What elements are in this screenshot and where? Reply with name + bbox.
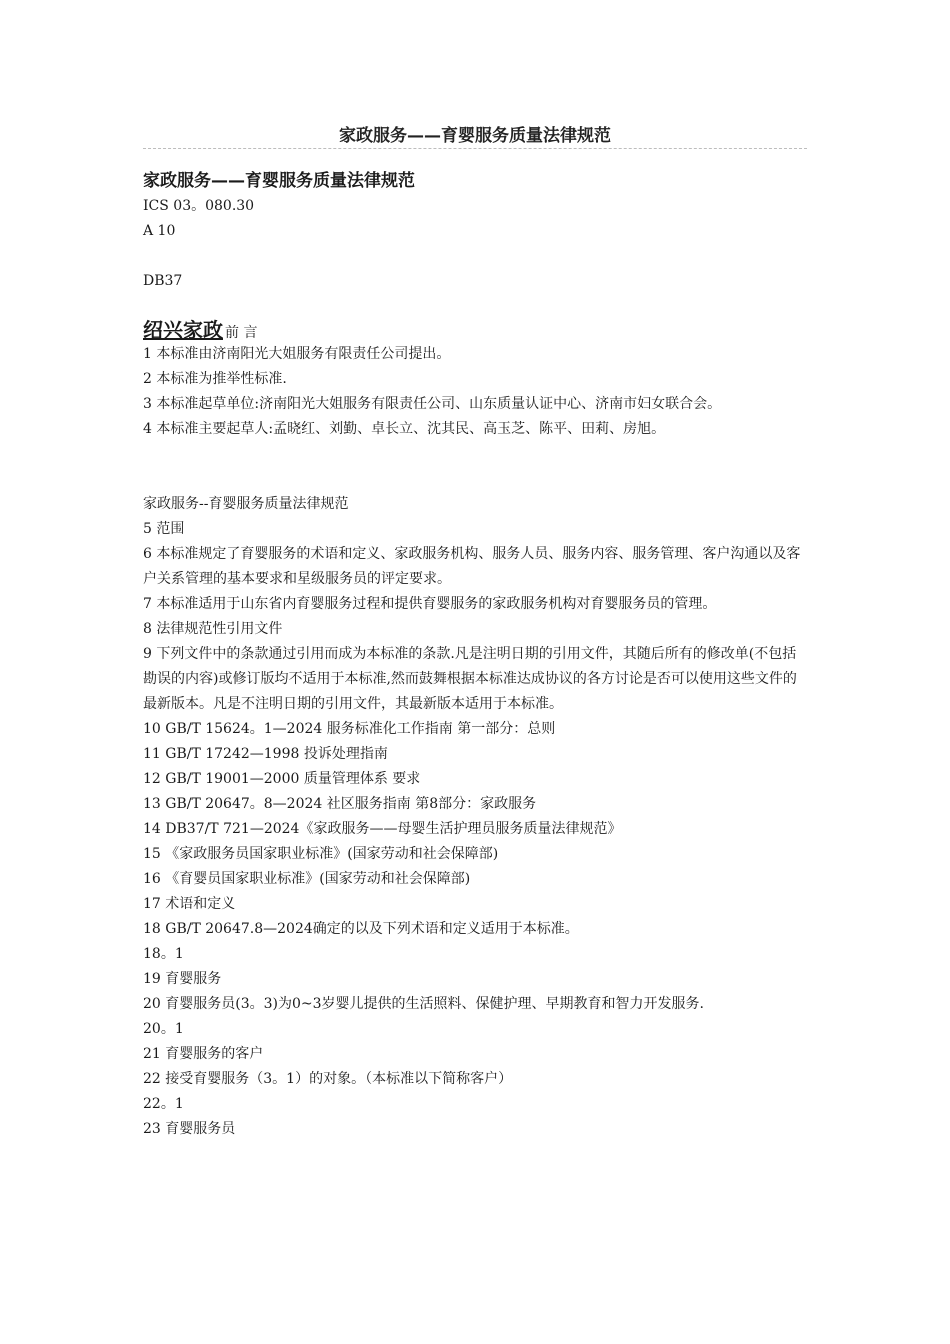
classification-code: ICS 03。080.30 [143, 198, 255, 214]
preface-heading [143, 316, 257, 344]
preface-item: 2 本标准为推举性标准. [143, 371, 287, 387]
preface-list [143, 342, 807, 442]
body-line: 23 育婴服务员 [143, 1121, 236, 1137]
body-line: 8 法律规范性引用文件 [143, 621, 283, 637]
body-line: 5 范围 [143, 521, 185, 537]
document-title: 家政服务——育婴服务质量法律规范 [143, 171, 415, 191]
body-line: 19 育婴服务 [143, 971, 222, 987]
body-line: 7 本标准适用于山东省内育婴服务过程和提供育婴服务的家政服务机构对育婴服务员的管理。 [143, 596, 717, 612]
body-line: 18 GB/T 20647.8—2024确定的以及下列术语和定义适用于本标准。 [143, 921, 579, 937]
body-line: 12 GB/T 19001—2000 质量管理体系 要求 [143, 771, 421, 787]
preface-item: 4 本标准主要起草人:孟晓红、刘勤、卓长立、沈其民、高玉芝、陈平、田莉、房旭。 [143, 421, 666, 437]
body-line: 6 本标准规定了育婴服务的术语和定义、家政服务机构、服务人员、服务内容、服务管理、客户沟通以及客户关系管理的基本要求和星级服务员的评定要求。 [143, 546, 801, 587]
category-code: A 10 [143, 223, 176, 239]
body-line: 14 DB37/T 721—2024《家政服务——母婴生活护理员服务质量法律规范》 [143, 821, 622, 837]
body-line: 9 下列文件中的条款通过引用而成为本标准的条款.凡是注明日期的引用文件，其随后所有的修改单(不包括勘误的内容)或修订版均不适用于本标准,然而鼓舞根据本标准达成协议的各方讨论是否可以使用这些文件的最新版本。凡是不注明日期的引用文件，其最新版本适用于本标准。 [143, 646, 797, 712]
running-header-title: 家政服务——育婴服务质量法律规范 [339, 126, 611, 146]
body-line: 11 GB/T 17242—1998 投诉处理指南 [143, 746, 388, 762]
body-line: 15 《家政服务员国家职业标准》(国家劳动和社会保障部) [143, 846, 499, 862]
preface-item: 1 本标准由济南阳光大姐服务有限责任公司提出。 [143, 346, 451, 362]
body-line: 20。1 [143, 1021, 184, 1037]
preface-label: 前 言 [225, 325, 258, 341]
document-body [143, 492, 807, 1142]
body-line: 22 接受育婴服务（3。1）的对象。（本标准以下简称客户） [143, 1071, 513, 1087]
body-line: 17 术语和定义 [143, 896, 236, 912]
body-line: 10 GB/T 15624。1—2024 服务标准化工作指南 第一部分：总则 [143, 721, 556, 737]
section-title: 家政服务--育婴服务质量法律规范 [143, 496, 349, 512]
brand-link[interactable]: 绍兴家政 [143, 318, 223, 342]
body-line: 18。1 [143, 946, 184, 962]
body-line: 16 《育婴员国家职业标准》(国家劳动和社会保障部) [143, 871, 471, 887]
body-line: 20 育婴服务员(3。3)为0~3岁婴儿提供的生活照料、保健护理、早期教育和智力开发服务. [143, 996, 704, 1012]
body-line: 22。1 [143, 1096, 184, 1112]
standard-prefix: DB37 [143, 273, 183, 289]
body-line: 21 育婴服务的客户 [143, 1046, 264, 1062]
preface-item: 3 本标准起草单位:济南阳光大姐服务有限责任公司、山东质量认证中心、济南市妇女联合会。 [143, 396, 722, 412]
body-line: 13 GB/T 20647。8—2024 社区服务指南 第8部分：家政服务 [143, 796, 537, 812]
header-divider [143, 148, 807, 149]
